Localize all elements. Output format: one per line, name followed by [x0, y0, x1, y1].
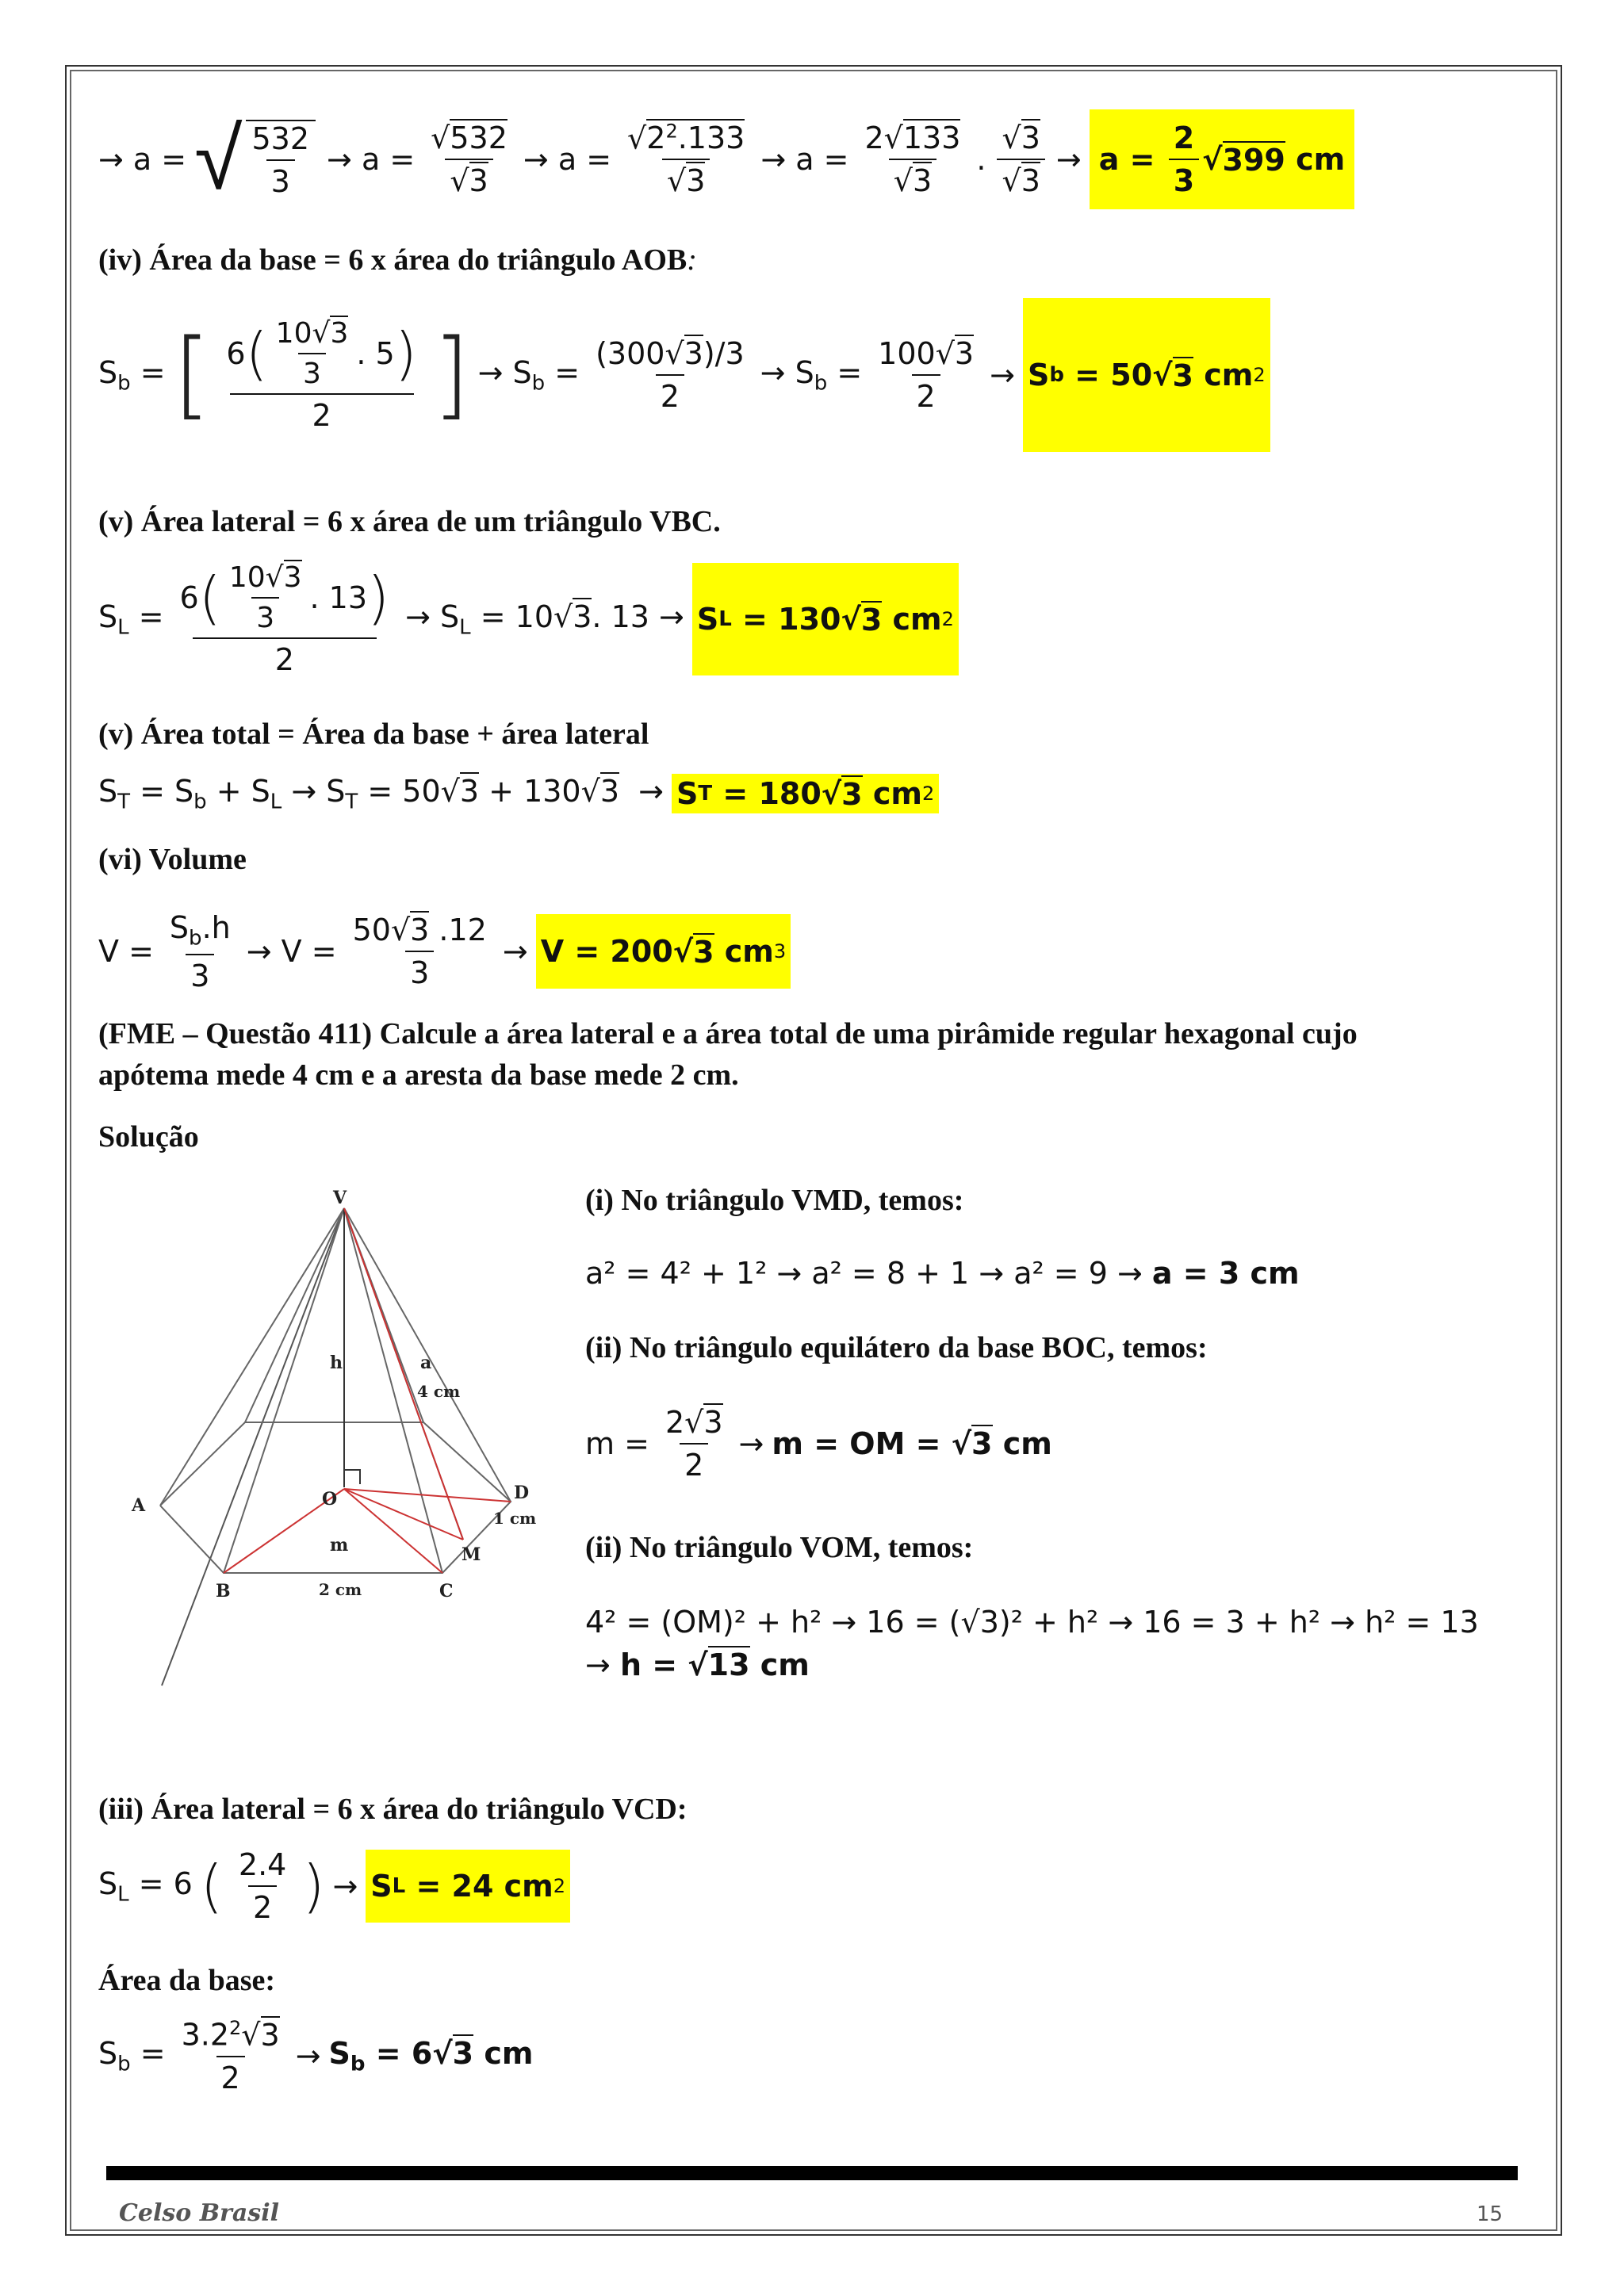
result-v1-highlight: S L = 130 √ 3 cm 2 — [692, 563, 959, 675]
sol-ii2-line-2: → h = √13 cm — [585, 1647, 810, 1682]
section-iv-heading: (iv) Área da base = 6 x área do triângulo AOB: — [98, 243, 697, 277]
label-m-small: m — [330, 1535, 349, 1556]
footer-author: Celso Brasil — [119, 2199, 279, 2227]
sqrt-fraction: √ $\frac{532}{3}$ — [194, 120, 319, 199]
label-d: D — [514, 1483, 530, 1503]
result-iii-highlight: S L = 24 cm 2 — [366, 1850, 570, 1923]
equation-base: $S_b$ = $\frac{3.2^2√3}{2}$ → $S_b = 6√3$ cm — [98, 2017, 534, 2095]
equation-iii: $S_L = 6$ ( $\frac{2.4}{2}$ ) → S L = 24 cm 2 — [98, 1847, 570, 1925]
area-base-heading: Área da base: — [98, 1964, 276, 1997]
equation-iv: $S_b$ = [ 6 ( $\frac{10√3}{3}$ . 5 ) 2 ] → $S_b$ = $\frac{(300√3)/3}{2}$ → $S_b$ = $\frac{100√3}{2}$ → S b = 50 √ 3 cm 2 — [98, 298, 1270, 452]
sol-i-heading: (i) No triângulo VMD, temos: — [585, 1184, 964, 1217]
equation-vi: V = $\frac{S_b.h}{3}$ → V = $\frac{50√3 .12}{3}$ → V = 200 √ 3 cm 3 — [98, 910, 791, 993]
sol-ii-heading: (ii) No triângulo equilátero da base BOC, temos: — [585, 1331, 1208, 1364]
section-v2-heading: (v) Área total = Área da base + área lateral — [98, 718, 649, 751]
result-a-highlight: a = $\frac{2}{3}$ √ 399 cm — [1090, 109, 1354, 209]
label-o: O — [322, 1489, 338, 1510]
section-vi-heading: (vi) Volume — [98, 843, 247, 876]
frac-num: 532 — [251, 121, 310, 156]
label-b: B — [216, 1581, 231, 1601]
label-c: C — [439, 1581, 454, 1601]
equation-v2: $S_T = S_b + S_L \to S_T = 50√3 + 130√3$ → S T = 180 √ 3 cm 2 — [98, 774, 939, 814]
label-v: V — [333, 1188, 347, 1208]
red-construction-lines — [224, 1208, 511, 1573]
label-h: h — [330, 1353, 343, 1373]
equation-a: → a = √ $\frac{532}{3}$ → a = $\frac{√532}{√3}$ → a = $\frac{√2^2.133}{√3}$ → a = $\frac{2√133}{√3}$ . $\frac{√3}{√3}$ → a = $\frac{2}{3}$ √ 399 cm — [98, 109, 1354, 209]
question-line-2: apótema mede 4 cm e a aresta da base mede 2 cm. — [98, 1058, 739, 1092]
sol-ii-equation: m = $\frac{2√3}{2}$ → m = OM = √3 cm — [585, 1405, 1052, 1483]
sol-ii2-line-1: 4² = (OM)² + h² → 16 = (√3)² + h² → 16 = 3 + h² → h² = 13 — [585, 1605, 1479, 1640]
frac-2: $\frac{√532}{√3}$ — [431, 121, 508, 198]
label-apothem: a — [420, 1353, 432, 1373]
result-iv-highlight: S b = 50 √ 3 cm 2 — [1023, 298, 1270, 452]
pyramid-figure — [122, 1188, 598, 1601]
sol-ii2-heading: (ii) No triângulo VOM, temos: — [585, 1531, 974, 1564]
label-m: M — [462, 1544, 481, 1565]
frac-3: $\frac{√2^2.133}{√3}$ — [627, 120, 745, 199]
frac-5: $\frac{√3}{√3}$ — [997, 121, 1044, 198]
solucao-heading: Solução — [98, 1120, 199, 1154]
sol-i-equation: a² = 4² + 1² → a² = 8 + 1 → a² = 9 → a = 3 cm — [585, 1256, 1300, 1291]
label-1cm: 1 cm — [493, 1509, 537, 1528]
section-iii-heading: (iii) Área lateral = 6 x área do triângulo VCD: — [98, 1793, 688, 1826]
section-v1-heading: (v) Área lateral = 6 x área de um triângulo VBC. — [98, 505, 721, 538]
result-vi-highlight: V = 200 √ 3 cm 3 — [536, 914, 791, 989]
eq-lhs: → a = — [98, 142, 187, 177]
frac-den: 3 — [266, 159, 295, 199]
label-a: A — [132, 1495, 146, 1516]
frac-4: $\frac{2√133}{√3}$ — [864, 121, 961, 198]
footer-bar — [106, 2166, 1518, 2180]
equation-v1: $S_L$ = 6 ( $\frac{10√3}{3}$ . 13 ) 2 → $S_L = 10√3$. 13 → S L = 130 √ 3 cm 2 — [98, 561, 959, 677]
label-2cm: 2 cm — [319, 1580, 362, 1599]
label-4cm: 4 cm — [417, 1382, 461, 1401]
page-number: 15 — [1477, 2202, 1503, 2226]
result-v2-highlight: S T = 180 √ 3 cm 2 — [672, 774, 939, 813]
question-line-1: (FME – Questão 411) Calcule a área lateral e a área total de uma pirâmide regular hexagonal cujo — [98, 1017, 1358, 1050]
